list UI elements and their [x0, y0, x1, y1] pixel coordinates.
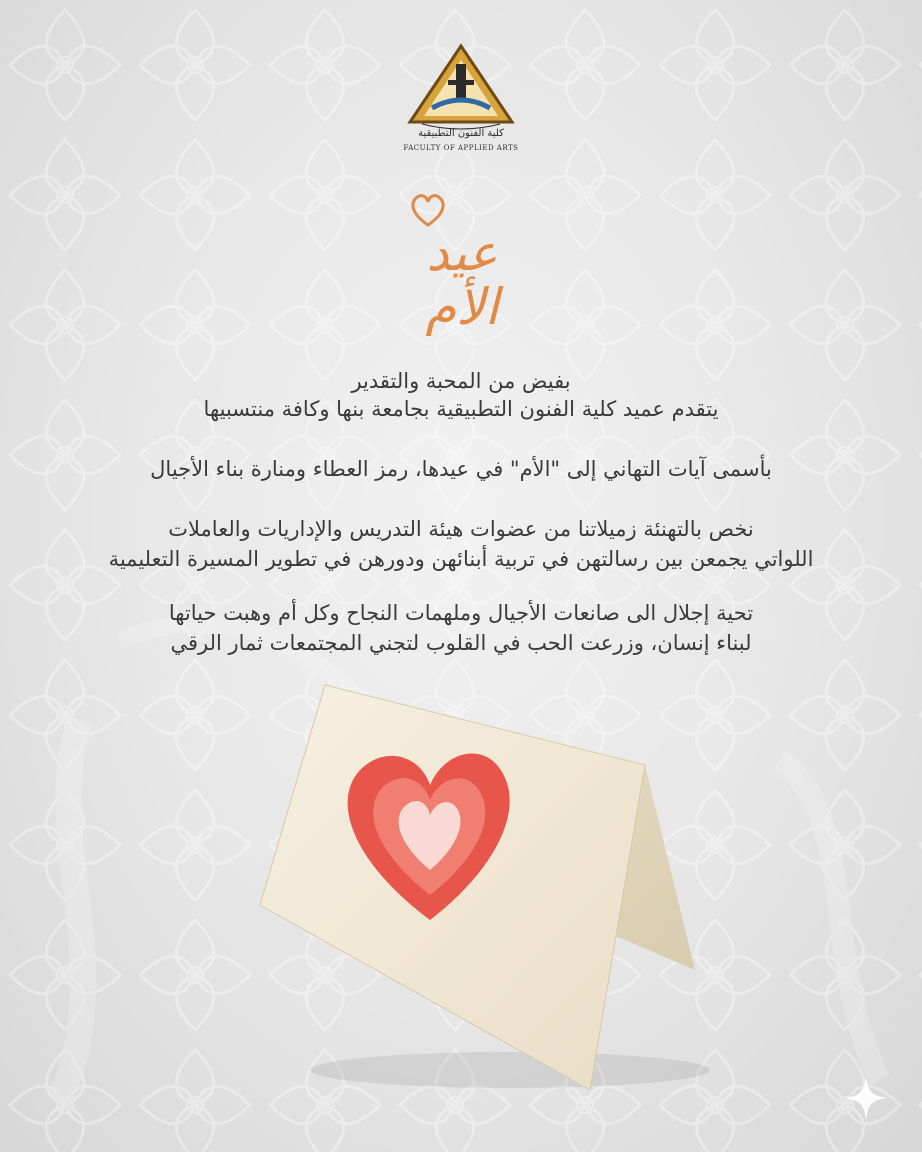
- greeting-paragraph: [60, 454, 862, 484]
- mothers-day-calligraphy: [372, 192, 552, 352]
- intro-text-2: يتقدم عميد كلية الفنون التطبيقية بجامعة بنها وكافة منتسبيها: [203, 397, 719, 421]
- logo-name-arabic: كلية الفنون التطبيقية: [418, 128, 504, 139]
- intro-line-2: [60, 394, 862, 424]
- intro-line-1: [60, 368, 862, 394]
- intro-text-1: بفيض من المحبة والتقدير: [351, 369, 571, 393]
- tribute-text-1: تحية إجلال الى صانعات الأجيال وملهمات النجاح وكل أم وهبت حياتها: [168, 601, 754, 625]
- tribute-text-2: لبناء إنسان، وزرعت الحب في القلوب لتجني المجتمعات ثمار الرقي: [170, 631, 752, 655]
- heart-icon: [408, 192, 448, 228]
- headline: [372, 226, 552, 334]
- colleagues-text-1: نخص بالتهنئة زميلاتنا من عضوات هيئة التدريس والإداريات والعاملات: [168, 517, 754, 541]
- faculty-logo: [400, 40, 522, 160]
- logo-name-english: FACULTY OF APPLIED ARTS: [403, 144, 519, 152]
- headline-line2: الأم: [425, 278, 499, 336]
- headline-line1: عيد: [426, 224, 498, 282]
- greeting-card-illustration: [240, 670, 720, 1100]
- tribute-paragraph: [60, 598, 862, 658]
- faculty-emblem-icon: [400, 40, 522, 130]
- greeting-text: بأسمى آيات التهاني إلى "الأم" في عيدها، رمز العطاء ومنارة بناء الأجيال: [150, 457, 772, 481]
- sparkle-icon: [842, 1074, 890, 1122]
- colleagues-text-2: اللواتي يجمعن بين رسالتهن في تربية أبنائهن ودورهن في تطوير المسيرة التعليمية: [108, 547, 814, 571]
- colleagues-paragraph: [60, 514, 862, 574]
